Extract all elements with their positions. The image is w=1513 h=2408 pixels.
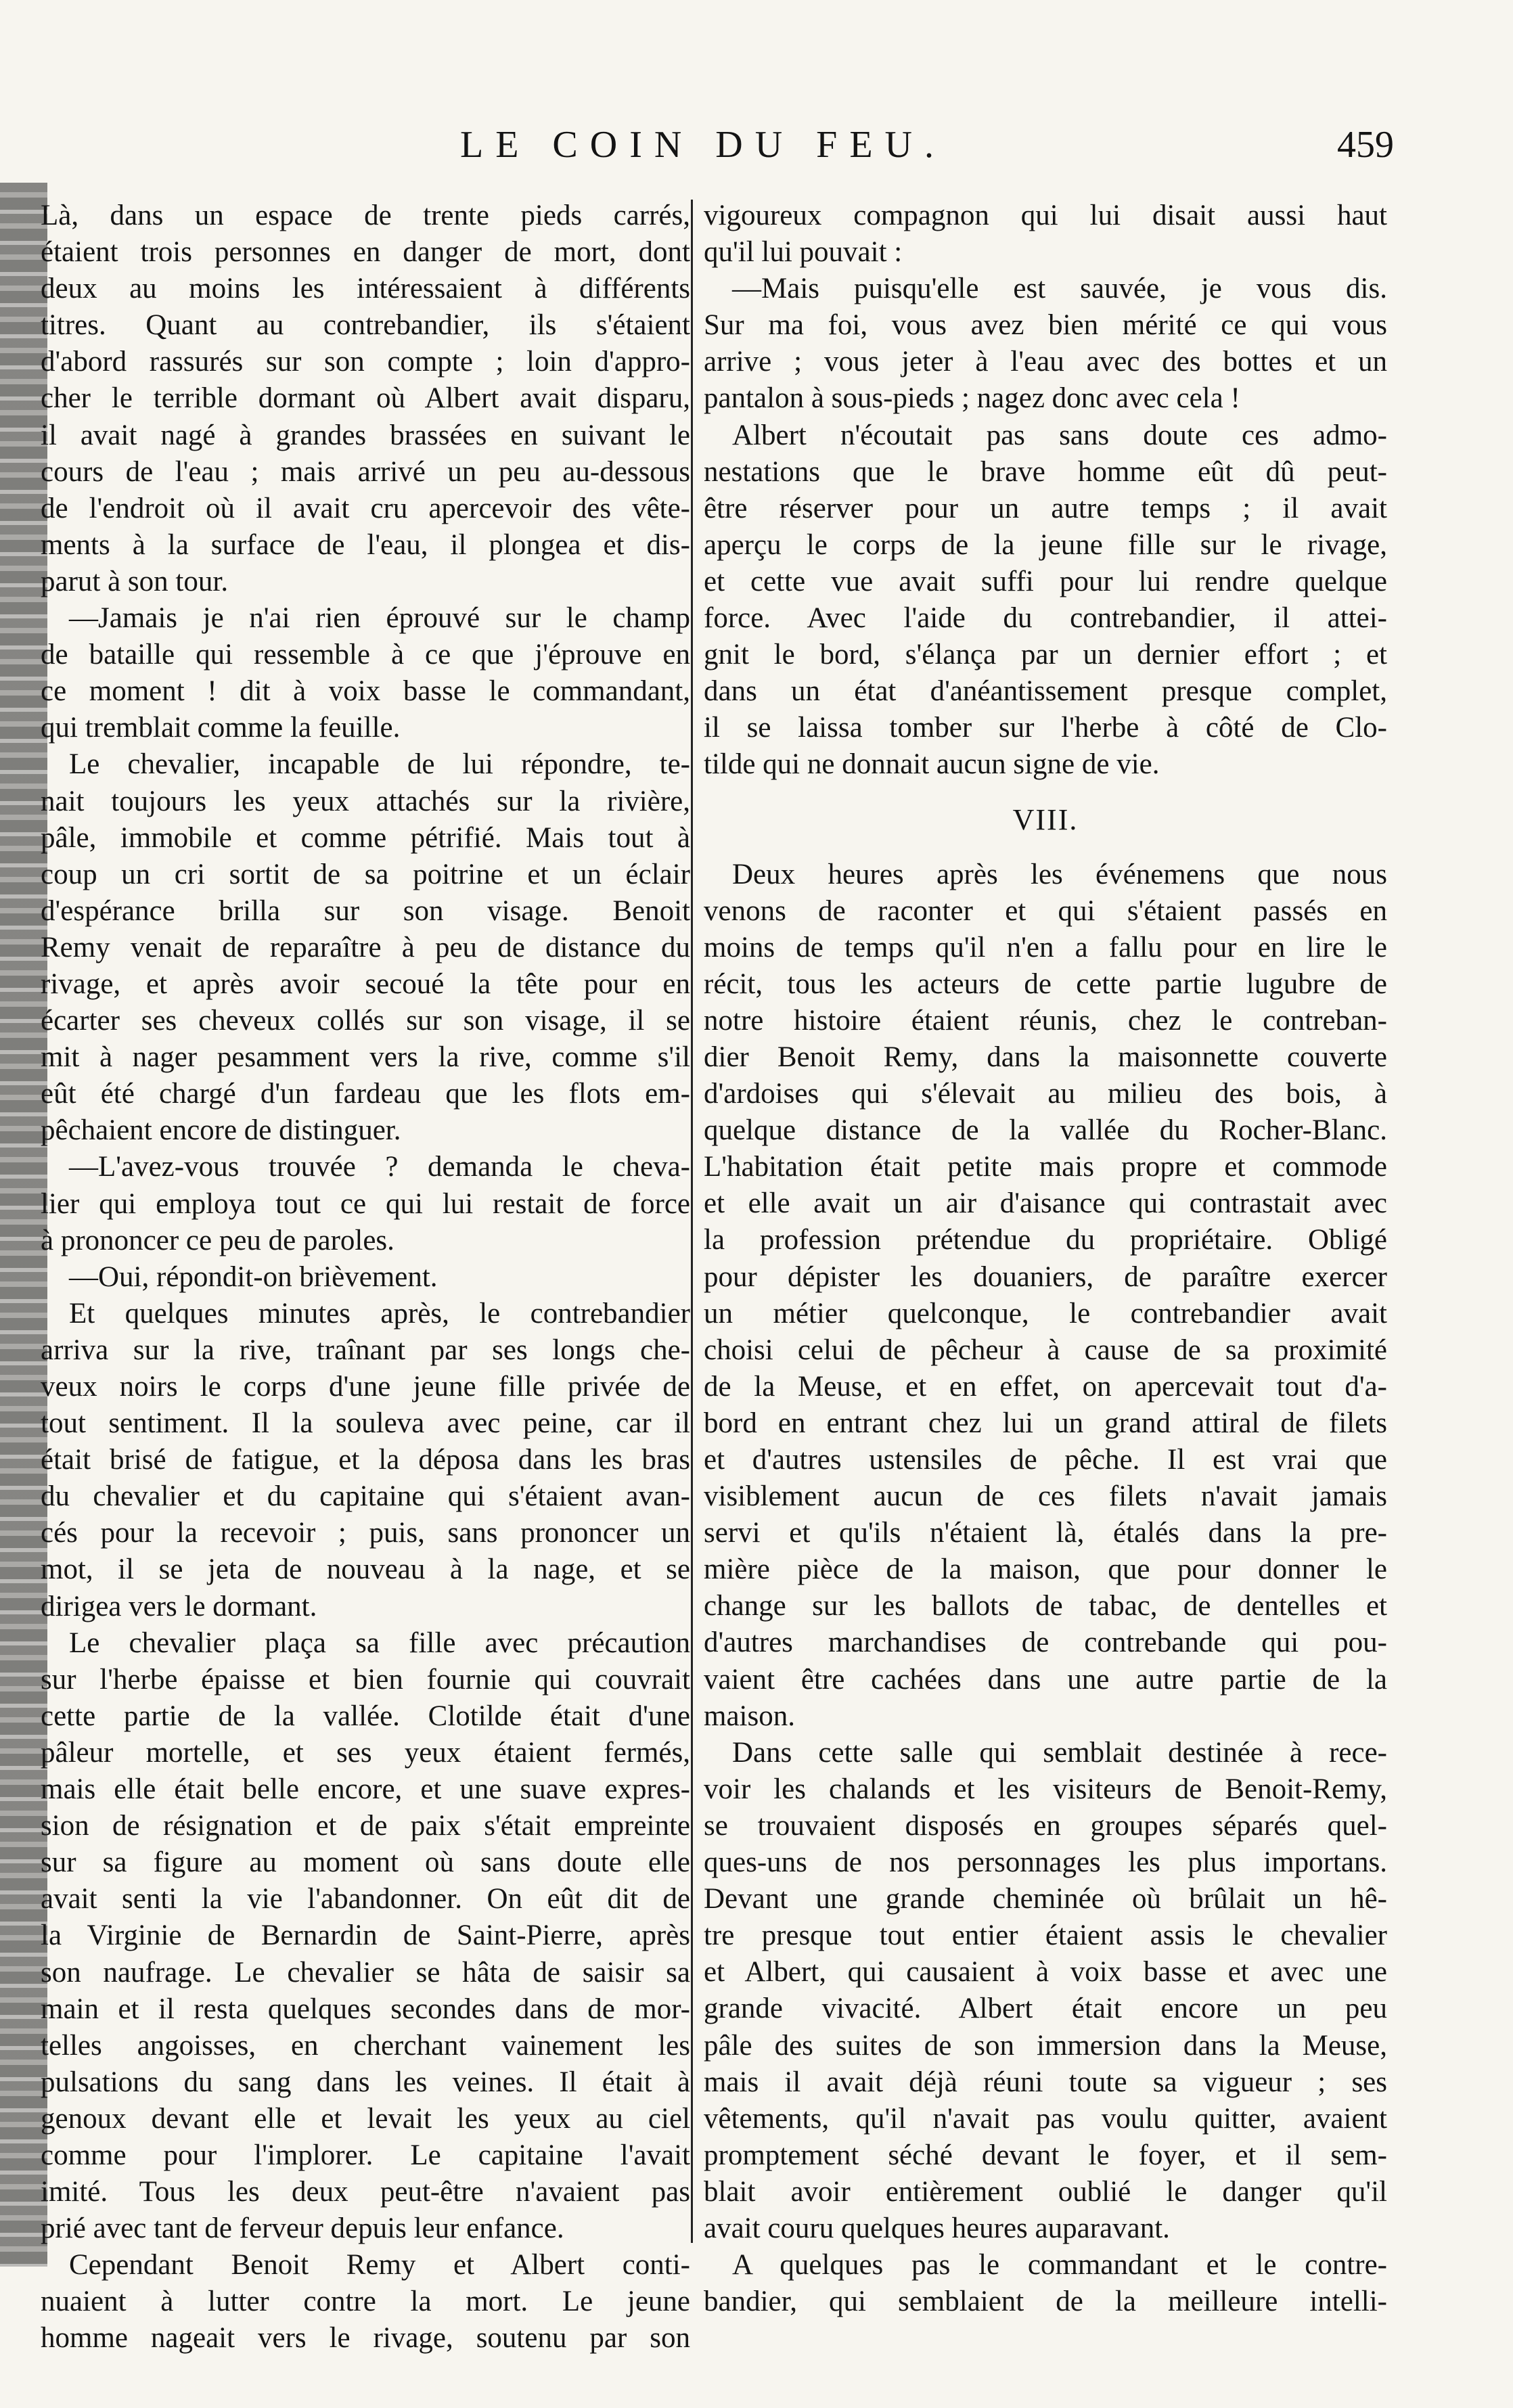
text-line: notre histoire étaient réunis, chez le contreban-	[704, 1004, 1387, 1037]
text-line: A quelques pas le commandant et le contre-	[732, 2249, 1387, 2281]
text-line: bandier, qui semblaient de la meilleure intelli-	[704, 2286, 1387, 2318]
text-line: Dans cette salle qui semblait destinée à rece-	[732, 1736, 1387, 1769]
text-line: moins de temps qu'il n'en a fallu pour en lire le	[704, 931, 1387, 963]
text-line: qu'il lui pouvait :	[704, 236, 903, 269]
text-line: à prononcer ce peu de paroles.	[41, 1224, 394, 1256]
text-line: mière pièce de la maison, que pour donner le	[704, 1553, 1387, 1586]
text-line: ques-uns de nos personnages les plus importans.	[704, 1846, 1387, 1879]
text-line: Et quelques minutes après, le contrebandier	[69, 1297, 690, 1330]
text-line: Là, dans un espace de trente pieds carrés,	[41, 200, 690, 231]
section-heading: VIII.	[1012, 802, 1079, 836]
text-line: tre presque tout entier étaient assis le chevalier	[704, 1919, 1387, 1952]
text-line: choisi celui de pêcheur à cause de sa proximité	[704, 1334, 1387, 1366]
text-line: vaient être cachées dans une autre partie de la	[704, 1663, 1387, 1696]
right-column	[704, 198, 1387, 2320]
text-line: arriva sur la rive, traînant par ses longs che-	[41, 1334, 690, 1366]
text-line: sion de résignation et de paix s'était empreinte	[41, 1810, 690, 1842]
text-line: cher le terrible dormant où Albert avait disparu,	[41, 382, 690, 415]
text-line: pâleur mortelle, et ses yeux étaient fermés,	[41, 1736, 690, 1769]
text-line: servi et qu'ils n'étaient là, étalés dans la pre-	[704, 1517, 1387, 1549]
running-title: LE COIN DU FEU.	[460, 124, 946, 166]
text-line: promptement séché devant le foyer, et il sem-	[704, 2139, 1387, 2171]
text-line: cette partie de la vallée. Clotilde était d'une	[41, 1700, 690, 1732]
text-line: Deux heures après les événemens que nous	[732, 858, 1387, 890]
page-header	[433, 123, 1394, 171]
text-line: Cependant Benoit Remy et Albert conti-	[69, 2249, 690, 2281]
text-line: quelque distance de la vallée du Rocher-Blanc.	[704, 1114, 1387, 1147]
text-line: titres. Quant au contrebandier, ils s'étaient	[41, 309, 690, 342]
text-line: blait avoir entièrement oublié le danger qu'il	[704, 2175, 1387, 2208]
text-line: tout sentiment. Il la souleva avec peine, car il	[41, 1407, 690, 1440]
text-line: pantalon à sous-pieds ; nagez donc avec cela !	[704, 382, 1240, 415]
text-line: être réserver pour un autre temps ; il avait	[704, 492, 1387, 524]
text-line: visiblement aucun de ces filets n'avait jamais	[704, 1480, 1387, 1513]
text-line: avait couru quelques heures auparavant.	[704, 2212, 1170, 2244]
text-line: prié avec tant de ferveur depuis leur enfance.	[41, 2212, 564, 2245]
text-line: lier qui employa tout ce qui lui restait de force	[41, 1187, 690, 1220]
text-line: vêtements, qu'il n'avait pas voulu quitter, avaient	[704, 2102, 1387, 2135]
text-line: genoux devant elle et levait les yeux au ciel	[41, 2102, 690, 2135]
text-line: son naufrage. Le chevalier se hâta de saisir sa	[41, 1956, 690, 1989]
text-line: qui tremblait comme la feuille.	[41, 712, 401, 744]
text-line: —L'avez-vous trouvée ? demanda le cheva-	[69, 1151, 690, 1183]
text-line: pour dépister les douaniers, de paraître exercer	[704, 1260, 1387, 1293]
text-line: Albert n'écoutait pas sans doute ces admo-	[732, 419, 1387, 451]
text-line: dier Benoit Remy, dans la maisonnette couverte	[704, 1041, 1387, 1073]
right-column-bottom	[704, 857, 1387, 2321]
text-line: mais il avait déjà réuni toute sa vigueur ; ses	[704, 2066, 1387, 2098]
text-line: pulsations du sang dans les veines. Il était à	[41, 2066, 690, 2098]
text-line: eût été chargé d'un fardeau que les flots em-	[41, 1078, 690, 1110]
text-line: étaient trois personnes en danger de mort, dont	[41, 236, 690, 269]
text-line: change sur les ballots de tabac, de dentelles et	[704, 1590, 1387, 1622]
text-line: la Virginie de Bernardin de Saint-Pierre, après	[41, 1919, 690, 1952]
text-line: homme nageait vers le rivage, soutenu par son	[41, 2322, 690, 2355]
text-line: Devant une grande cheminée où brûlait un hê-	[704, 1883, 1387, 1915]
left-column	[41, 198, 690, 2357]
text-line: cours de l'eau ; mais arrivé un peu au-dessous	[41, 455, 690, 488]
text-line: aperçu le corps de la jeune fille sur le rivage,	[704, 528, 1387, 561]
text-line: deux au moins les intéressaient à différents	[41, 273, 690, 305]
text-line: ce moment ! dit à voix basse le commandant,	[41, 675, 690, 708]
text-line: sur sa figure au moment où sans doute elle	[41, 1846, 690, 1879]
text-line: gnit le bord, s'élança par un dernier effort ; et	[704, 639, 1387, 671]
text-line: pâle, immobile et comme pétrifié. Mais tout à	[41, 821, 690, 854]
text-line: nestations que le brave homme eût dû peut-	[704, 455, 1387, 488]
text-line: un métier quelconque, le contrebandier avait	[704, 1297, 1387, 1330]
text-line: et d'autres ustensiles de pêche. Il est vrai que	[704, 1444, 1387, 1476]
text-line: maison.	[704, 1700, 795, 1732]
text-line: du chevalier et du capitaine qui s'étaient avan-	[41, 1480, 690, 1513]
page-number: 459	[1337, 124, 1394, 166]
right-column-top	[704, 198, 1387, 783]
text-line: nuaient à lutter contre la mort. Le jeune	[41, 2286, 690, 2318]
text-line: dirigea vers le dormant.	[41, 1590, 317, 1622]
text-line: et elle avait un air d'aisance qui contrastait avec	[704, 1187, 1387, 1220]
text-line: Sur ma foi, vous avez bien mérité ce qui vous	[704, 309, 1387, 342]
text-line: imité. Tous les deux peut-être n'avaient pas	[41, 2176, 690, 2208]
text-line: écarter ses cheveux collés sur son visage, il se	[41, 1005, 690, 1037]
text-line: rivage, et après avoir secoué la tête pour en	[41, 968, 690, 1000]
text-line: mot, il se jeta de nouveau à la nage, et se	[41, 1553, 690, 1586]
text-line: L'habitation était petite mais propre et commode	[704, 1151, 1387, 1183]
text-line: d'espérance brilla sur son visage. Benoit	[41, 894, 690, 927]
text-line: tilde qui ne donnait aucun signe de vie.	[704, 748, 1160, 781]
text-line: vigoureux compagnon qui lui disait aussi haut	[704, 200, 1387, 231]
text-line: Remy venait de reparaître à peu de distance du	[41, 931, 690, 963]
text-line: il avait nagé à grandes brassées en suivant le	[41, 419, 690, 451]
text-line: bord en entrant chez lui un grand attiral de filets	[704, 1407, 1387, 1439]
text-line: main et il resta quelques secondes dans de mor-	[41, 1993, 690, 2025]
text-line: Le chevalier plaça sa fille avec précaution	[69, 1627, 690, 1659]
text-line: d'abord rassurés sur son compte ; loin d'appro-	[41, 346, 690, 378]
text-line: grande vivacité. Albert était encore un peu	[704, 1993, 1387, 2025]
column-rule	[691, 200, 693, 2243]
text-line: cés pour la recevoir ; puis, sans prononcer un	[41, 1517, 690, 1549]
text-line: d'ardoises qui s'élevait au milieu des bois, à	[704, 1078, 1387, 1110]
text-line: force. Avec l'aide du contrebandier, il attei-	[704, 602, 1387, 635]
text-line: comme pour l'implorer. Le capitaine l'avait	[41, 2139, 690, 2171]
text-line: telles angoisses, en cherchant vainement les	[41, 2029, 690, 2062]
text-line: Le chevalier, incapable de lui répondre, te-	[69, 748, 690, 781]
text-line: ments à la surface de l'eau, il plongea et dis-	[41, 528, 690, 561]
text-line: —Mais puisqu'elle est sauvée, je vous dis.	[732, 273, 1387, 305]
text-line: dans un état d'anéantissement presque complet,	[704, 675, 1387, 708]
text-line: la profession prétendue du propriétaire. Obligé	[704, 1224, 1387, 1256]
text-line: veux noirs le corps d'une jeune fille privée de	[41, 1371, 690, 1403]
text-line: se trouvaient disposés en groupes séparés quel-	[704, 1809, 1387, 1842]
text-line: était brisé de fatigue, et la déposa dans les bras	[41, 1444, 690, 1476]
text-line: de l'endroit où il avait cru apercevoir des vête-	[41, 492, 690, 524]
text-line: et Albert, qui causaient à voix basse et avec une	[704, 1956, 1387, 1989]
text-line: de la Meuse, et en effet, on apercevait tout d'a-	[704, 1370, 1387, 1403]
text-line: parut à son tour.	[41, 565, 229, 597]
text-line: nait toujours les yeux attachés sur la rivière,	[41, 785, 690, 817]
text-line: coup un cri sortit de sa poitrine et un éclair	[41, 858, 690, 890]
text-line: mais elle était belle encore, et une suave expres-	[41, 1773, 690, 1806]
text-line: pâle des suites de son immersion dans la Meuse,	[704, 2029, 1387, 2062]
text-line: arrive ; vous jeter à l'eau avec des bottes et un	[704, 346, 1387, 378]
text-line: venons de raconter et qui s'étaient passés en	[704, 894, 1387, 927]
text-line: de bataille qui ressemble à ce que j'éprouve en	[41, 639, 690, 671]
text-line: avait senti la vie l'abandonner. On eût dit de	[41, 1883, 690, 1915]
text-line: et cette vue avait suffi pour lui rendre quelque	[704, 565, 1387, 597]
text-line: sur l'herbe épaisse et bien fournie qui couvrait	[41, 1663, 690, 1696]
text-line: pêchaient encore de distinguer.	[41, 1114, 401, 1147]
text-line: voir les chalands et les visiteurs de Benoit-Remy,	[704, 1773, 1387, 1805]
text-line: mit à nager pesamment vers la rive, comme s'il	[41, 1041, 690, 1074]
text-line: —Oui, répondit-on brièvement.	[69, 1260, 438, 1293]
text-line: d'autres marchandises de contrebande qui pou-	[704, 1627, 1387, 1659]
text-line: il se laissa tomber sur l'herbe à côté de Clo-	[704, 712, 1387, 744]
text-line: —Jamais je n'ai rien éprouvé sur le champ	[69, 602, 690, 635]
text-line: récit, tous les acteurs de cette partie lugubre de	[704, 968, 1387, 1000]
